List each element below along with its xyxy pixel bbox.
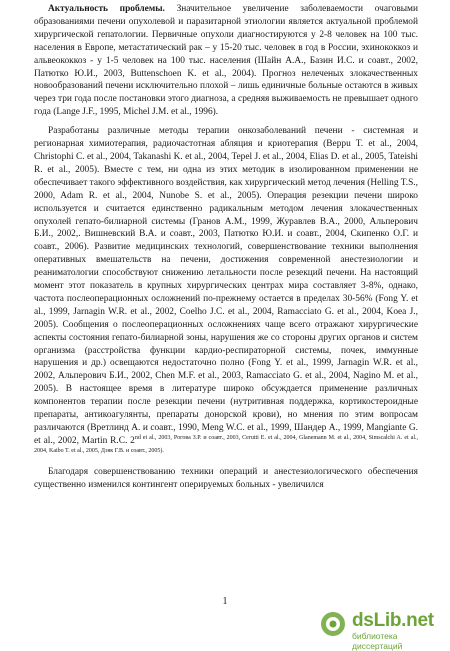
paragraph-relevance bbox=[34, 3, 418, 119]
paragraph-text: Значительное увеличение заболеваемости очаговыми образованиями печени опухолевой и паразитарной этиологии является актуальной проблемой хирургической гепатологии. Первичные опухоли диагностируются у 2-8 человек на 100 тыс. населения в Европе, метастатический рак – у 15-20 тыс. человек в год в России, эхинококкоз и альвеококкоз - у 1-5 человек на 100 тыс. населения (Шайн А.А., Базин И.С. и соавт., 2002, Патютко Ю.И., 2003, Buttenschoen K. et al., 2004). Прогноз нелеченых злокачественных новообразований печени исключительно плохой – лишь единичные больные остаются в живых через три года после постановки этого диагноза, а средняя выживаемость не превышает одного года (Lange J.F., 1995, Michel J.M. et al., 1996). bbox=[34, 4, 419, 118]
watermark[interactable] bbox=[318, 610, 446, 651]
paragraph-improvement bbox=[34, 466, 418, 492]
page-number: 1 bbox=[222, 596, 228, 607]
superscript-suffix: nd et al., 2003, Рогова З.Р. и соавт., 2003, Cerutti E. et al., 2004, Glanemann M. et al., 2004, Simscalchi A. et al., 2004, Kaibo T. et al., 2005, Дзяк Г.В. и соавт., 2005). bbox=[34, 434, 418, 454]
paragraph-text: Благодаря совершенствованию техники операций и анестезиологического обеспечения существенно изменился контингент оперируемых больных - увеличился bbox=[34, 466, 418, 490]
watermark-subtitle: библиотека диссертаций bbox=[352, 631, 403, 651]
dslib-logo-icon bbox=[318, 610, 348, 638]
paragraph-methods bbox=[34, 125, 418, 461]
watermark-brand: dsLib.net bbox=[352, 610, 434, 631]
paragraph-text: Разработаны различные методы терапии онкозаболеваний печени - системная и регионарная химиотерапия, радиочастотная абляция и криотерапия (Beppu T. et al., 2004, Christophi C. et al., 2004, Takanashi K. et al., 2004, Tepel J. et al., 2004, Elias D. et al., 2005, Tateishi R. et al., 2005). Вместе с тем, ни одна из этих методик в изолированном применении не обеспечивает такого эффективного воздействия, как хирургический метод лечения (Helling T.S., 2000, Adam R. et al., 2004, Nunobe S. et al., 2005). Операция резекции печени широко используется и считается единственно радикальным методом лечения злокачественных опухолей гепато-билиарной системы (Гранов А.М., 1999, Журавлев В.А., 2000, Альперович Б.И., 2002,. Вишневский В.А. и соавт., 2003, Патютко Ю.И. и соавт., 2004, Скипенко О.Г. и соавт., 2006). Развитие медицинских технологий, совершенствование техники выполнения оперативных вмешательств на печени, достижения современной анестезиологии и реаниматологии способствуют снижению летальности после резекций печени. На настоящий момент этот показатель в крупных хирургических центрах мира составляет 3-8%, однако, частота послеоперационных осложнений по-прежнему остается в пределах 30-56% (Fong Y. et al., 1999, Jarnagin W.R. et al., 2002, Coelho J.C. et al., 2004, Ramacciato G. et al., 2004, Koea J., 2005). Сообщения о послеоперационных осложнениях чаще всего отражают хирургические аспекты состояния гепато-билиарной зоны, нарушения же со стороны других органов и систем организма (расстройства функции кардио-респираторной системы, почек, иммунные нарушения и др.) освещаются недостаточно полно (Fong Y. et al., 1999, Jarnagin W.R. et al., 2002, Альперович Б.И., 2002, Chen M.F. et al., 2003, Ramacciato G. et al., 2004, Nagino M. et al., 2005). В настоящее время в литературе широко обсуждается применение различных компонентов терапии после резекции печени (нутритивная поддержка, кортикостероидные препараты, антикоагулянты, препараты донорской крови), но мнения по этим вопросам различаются (Вретлинд А. и соавт., 1990, Meng W.C. et al., 1999, Шандер А., 1999, Mangiante G. et al., 2002, Martin R.C. 2 bbox=[34, 126, 418, 446]
section-heading: Актуальность проблемы. bbox=[48, 4, 165, 14]
document-body bbox=[34, 3, 418, 497]
